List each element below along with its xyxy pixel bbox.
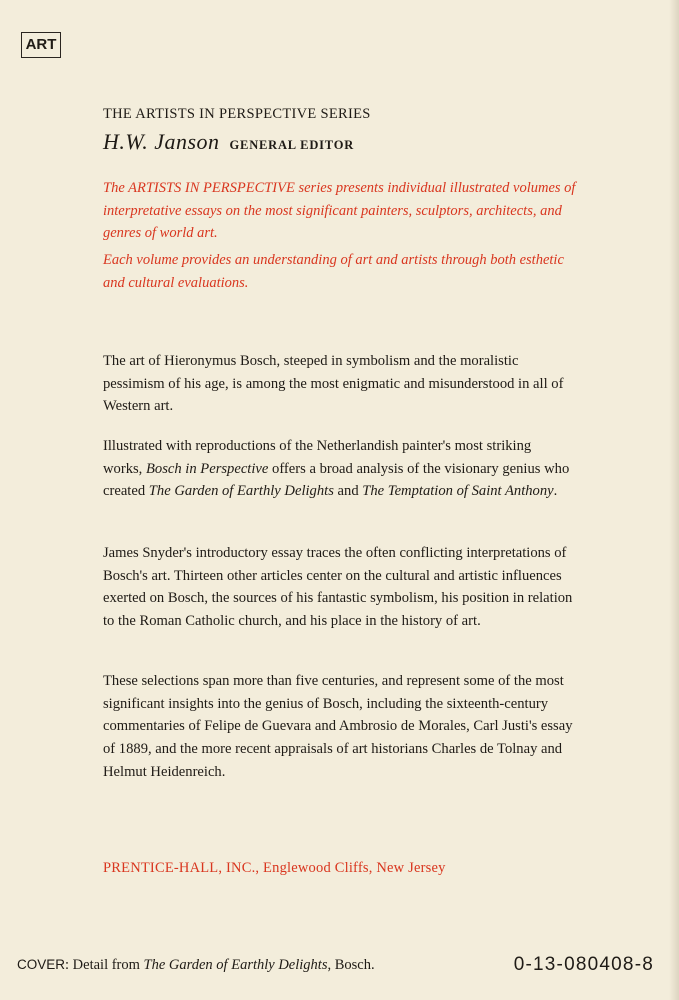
series-title: THE ARTISTS IN PERSPECTIVE SERIES <box>103 106 371 122</box>
cover-credit <box>17 957 375 974</box>
editor-name: H.W. Janson <box>103 129 220 154</box>
paragraph-intro: The art of Hieronymus Bosch, steeped in symbolism and the moralistic pessimism of his age, is among the most enigmatic and misunderstood in all of Western art. <box>103 353 564 415</box>
isbn-number: 0-13-080408-8 <box>513 954 654 975</box>
paragraph-selections: These selections span more than five centuries, and represent some of the most significant insights into the genius of Bosch, including the sixteenth-century commentaries of Felipe de Guevara and Ambrosio de Morales, Carl Justi's essay of 1889, and the more recent appraisals of art historians Charles de Tolnay and Helmut Heidenreich. <box>103 673 573 780</box>
editor-role: GENERAL EDITOR <box>229 138 355 152</box>
publisher-line: PRENTICE-HALL, INC., Englewood Cliffs, New Jersey <box>103 860 446 876</box>
series-description-2: Each volume provides an understanding of art and artists through both esthetic and cultural evaluations. <box>103 252 564 291</box>
paragraph-illustrated-text-b: offers a broad analysis of the visionary genius who created <box>103 460 570 500</box>
cover-text-b: , Bosch. <box>327 957 375 973</box>
cover-text-a: : Detail from <box>65 957 144 973</box>
page-edge-shadow <box>669 0 679 1000</box>
paragraph-illustrated-text-a: Illustrated with reproductions of the Netherlandish painter's most striking works, <box>103 438 532 477</box>
painting-title-garden: The Garden of Earthly Delights <box>148 483 334 500</box>
series-description-1: The ARTISTS IN PERSPECTIVE series presents individual illustrated volumes of interpretative essays on the most significant painters, sculptors, architects, and genres of world art. <box>103 180 576 241</box>
paragraph-illustrated-text-c: and <box>333 483 363 500</box>
paragraph-illustrated-text-d: . <box>553 483 558 500</box>
cover-label: COVER <box>17 957 66 972</box>
cover-painting-title: The Garden of Earthly Delights <box>143 957 328 973</box>
editor-line <box>103 129 354 155</box>
book-title: Bosch in Perspective <box>145 460 269 477</box>
spine-label-box: ART <box>21 32 61 58</box>
paragraph-illustrated <box>103 435 573 503</box>
painting-title-temptation: The Temptation of Saint Anthony <box>362 483 554 500</box>
paragraph-essays: James Snyder's introductory essay traces the often conflicting interpretations of Bosch's art. Thirteen other articles center on the cultural and artistic influences exerted on Bosch, the sources of his fantastic symbolism, his position in relation to the Roman Catholic church, and his place in the history of art. <box>103 545 573 630</box>
